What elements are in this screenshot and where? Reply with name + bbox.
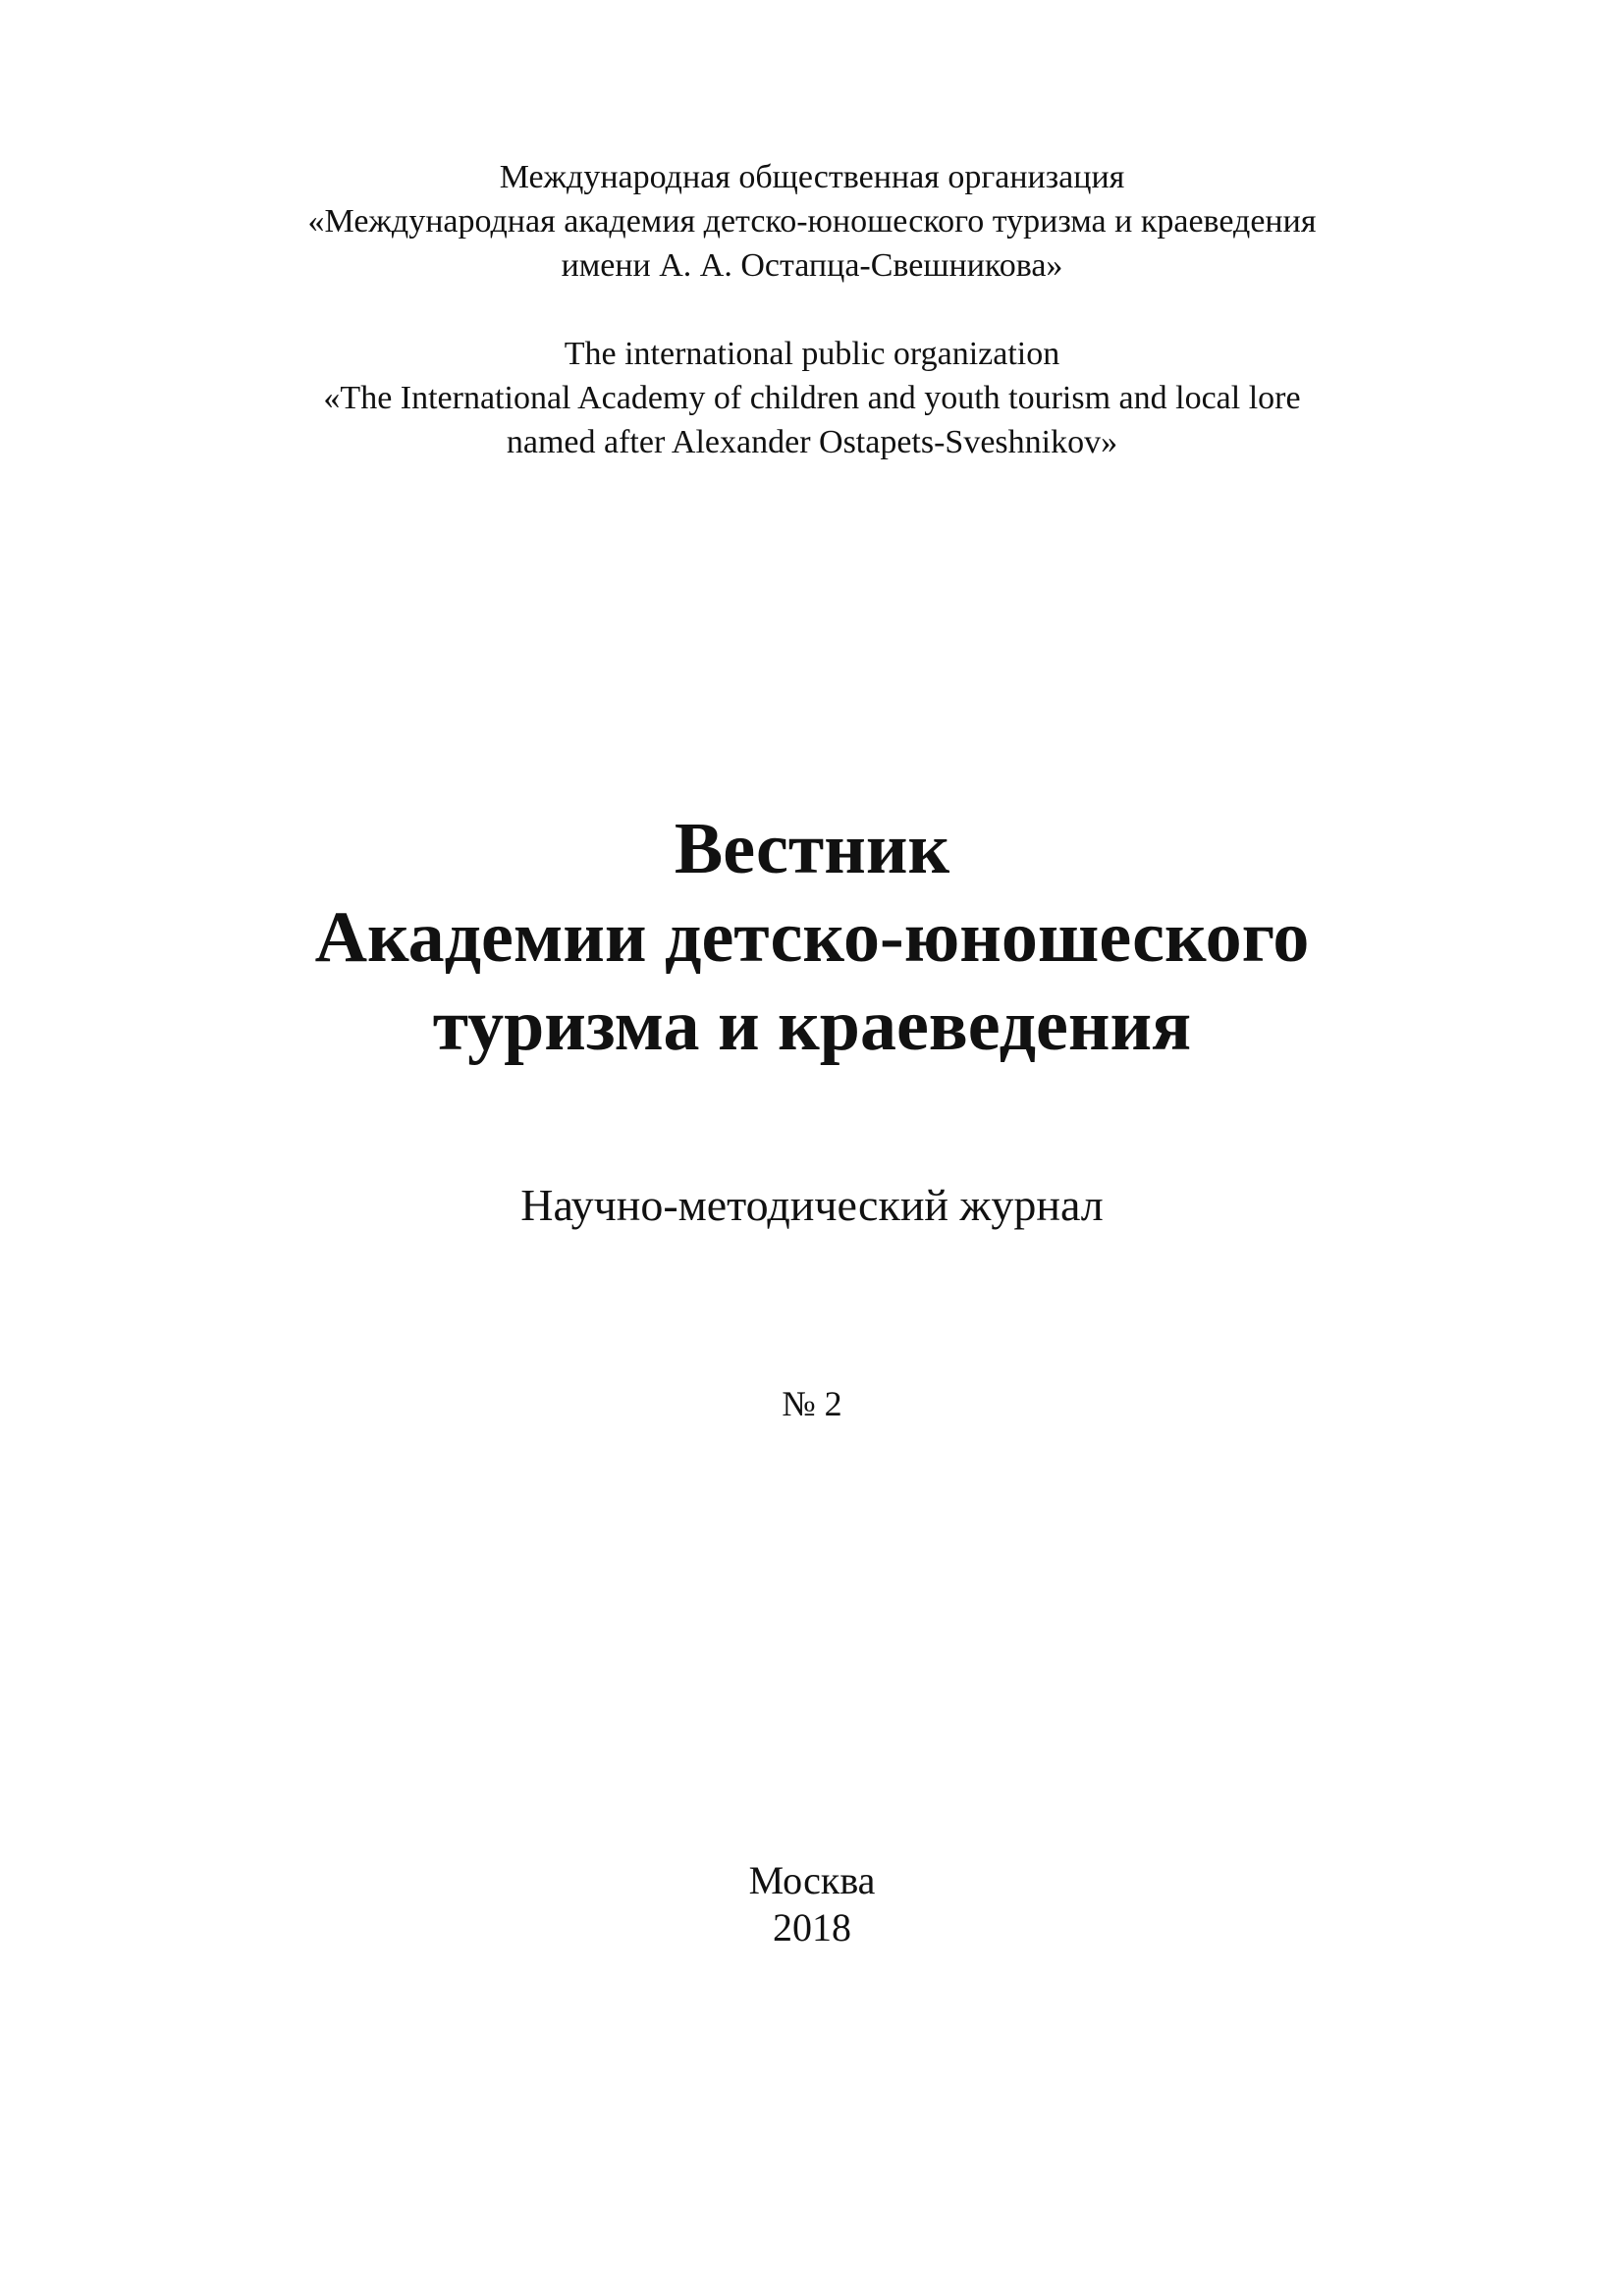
imprint-year: 2018 xyxy=(773,1905,851,1949)
organization-en xyxy=(0,332,1624,464)
organization-ru-line-2: «Международная академия детско-юношеского туризма и краеведения xyxy=(307,203,1317,240)
organization-en-line-1: The international public organization xyxy=(564,336,1060,372)
organization-en-line-2: «The International Academy of children and youth tourism and local lore xyxy=(323,380,1301,416)
organization-ru-line-1: Международная общественная организация xyxy=(499,159,1125,195)
imprint xyxy=(0,1857,1624,1951)
organization-ru xyxy=(0,155,1624,288)
issue-number-text: № 2 xyxy=(782,1384,842,1423)
journal-subtitle-text: Научно-методический журнал xyxy=(520,1180,1104,1230)
issue-number xyxy=(0,1382,1624,1425)
journal-title-line-3: туризма и краеведения xyxy=(432,986,1192,1066)
journal-title xyxy=(0,805,1624,1070)
journal-title-line-1: Вестник xyxy=(674,809,950,889)
organization-ru-line-3: имени А. А. Остапца-Свешникова» xyxy=(561,247,1063,284)
organization-en-line-3: named after Alexander Ostapets-Sveshnikov» xyxy=(506,424,1118,460)
imprint-city: Москва xyxy=(748,1858,876,1902)
journal-subtitle xyxy=(0,1178,1624,1233)
journal-title-line-2: Академии детско-юношеского xyxy=(314,897,1310,978)
